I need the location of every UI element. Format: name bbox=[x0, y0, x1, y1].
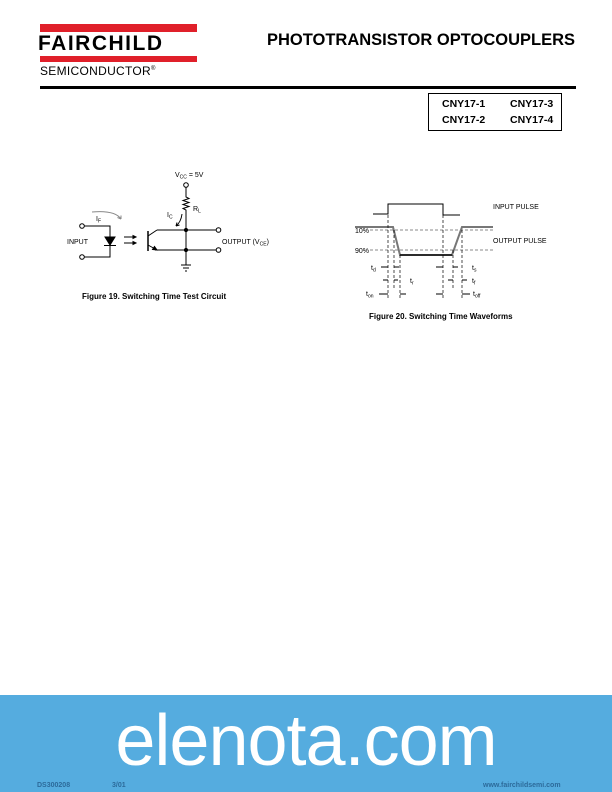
doc-date: 3/01 bbox=[112, 782, 126, 789]
svg-text:RL: $R_L$ bbox=[193, 206, 201, 215]
svg-text:10%: 10% bbox=[355, 228, 370, 235]
watermark-text: elenota.com bbox=[115, 701, 497, 781]
output-label: OUTPUT $(V_{CE})$ bbox=[222, 239, 269, 248]
datasheet-page: FAIRCHILD SEMICONDUCTOR® PHOTOTRANSISTOR OPTOCOUPLERS CNY17-1 CNY17-3 CNY17-2 CNY17-4 $V_{CC} = 5V$ $R_L$ $I_C$ $I_F$ INPUT OUTPUT $(V_{CE})$ Figure 19. Switching Time Test Circuit INPUT PULSE 10% 90% OUTPUT PULSE $t_d$ $t_r$ $t_{on}$ $t_s$ $t_f$ $t_{off}$ Figure 20. Switching Time Waveforms elenota.com DS300208 3/01 www.fairchildsemi.com bbox=[0, 0, 612, 792]
switching-waveforms bbox=[355, 204, 547, 321]
svg-text:ts: $t_s$ bbox=[472, 265, 477, 274]
page-title: PHOTOTRANSISTOR OPTOCOUPLERS bbox=[266, 31, 575, 49]
vcc-label: $V_{CC} = 5V$ bbox=[175, 172, 204, 181]
website-link[interactable]: www.fairchildsemi.com bbox=[483, 782, 561, 789]
svg-text:tf: $t_f$ bbox=[472, 278, 476, 287]
svg-text:IC: $I_C$ bbox=[167, 212, 173, 221]
svg-text:IF: $I_F$ bbox=[96, 216, 102, 225]
part-number: CNY17-3 bbox=[510, 98, 554, 110]
input-label: INPUT bbox=[67, 239, 88, 246]
svg-text:td: $t_d$ bbox=[371, 265, 376, 274]
svg-text:tr: $t_r$ bbox=[410, 278, 414, 287]
part-number: CNY17-4 bbox=[510, 114, 554, 126]
svg-text:ton: $t_{on}$ bbox=[366, 291, 374, 300]
doc-number: DS300208 bbox=[37, 782, 71, 789]
svg-text:INPUT PULSE: INPUT PULSE bbox=[493, 204, 539, 211]
part-number: CNY17-1 bbox=[442, 98, 486, 110]
switching-test-circuit bbox=[67, 172, 269, 301]
part-number: CNY17-2 bbox=[442, 114, 486, 126]
svg-text:90%: 90% bbox=[355, 248, 370, 255]
figure-20-caption: Figure 20. Switching Time Waveforms bbox=[369, 312, 513, 321]
svg-text:toff: $t_{off}$ bbox=[473, 291, 481, 300]
svg-text:OUTPUT PULSE: OUTPUT PULSE bbox=[493, 238, 547, 245]
figure-19-caption: Figure 19. Switching Time Test Circuit bbox=[82, 292, 227, 301]
